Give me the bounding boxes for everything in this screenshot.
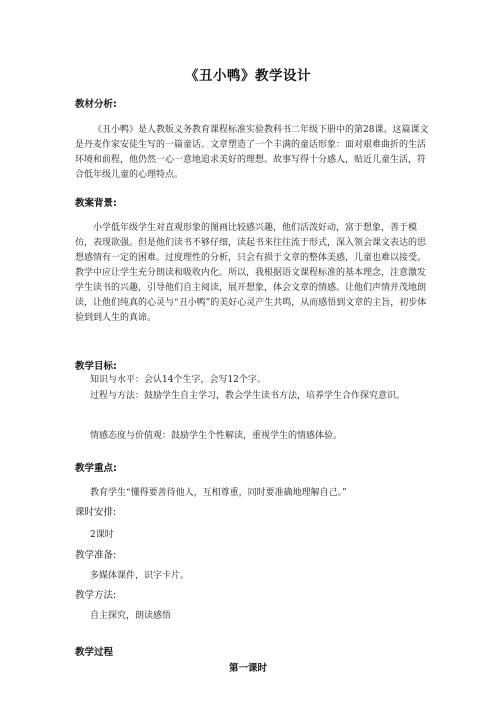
background-paragraph: 小学低年级学生对直观形象的图画比较感兴趣，他们活泼好动，富于想象，善于模仿，表现欲强。但是他们读书不够仔细，读起书来往往流于形式，深入领会课文表达的思想感情有一定的困难。过度理性的分析，只会有损于文章的整体美感，儿童也难以接受。教学中应让学生充分朗读和吸收内化。所以，我根据语文课程标准的基本理念，注意激发学生读书的兴趣，引导他们自主阅读，展开想象，体会文章的情感。让他们声情并茂地朗读，让他们纯真的心灵与“丑小鸭”的美好心灵产生共鸣，从而感悟到文章的主旨，初步体验到到人生的真谛。 [75, 223, 427, 323]
schedule-heading: 课时安排: [75, 507, 117, 518]
key-points-text: 教育学生“懂得要善待他人，互相尊重，同时要准确地理解自己。” [90, 488, 347, 498]
goals-heading: 教学目标: [75, 361, 117, 372]
preparation-text: 多媒体课件，识字卡片。 [90, 571, 190, 581]
goal-item: 情感态度与价值观：鼓励学生个性解读，重视学生的情感体验。 [90, 431, 343, 441]
methods-text: 自主探究，朗读感悟 [90, 611, 172, 621]
goal-item: 知识与水平：会认14个生字，会写12个字。 [90, 375, 266, 385]
process-heading: 教学过程 [75, 647, 114, 658]
background-heading: 教案背景: [75, 198, 117, 209]
materials-heading: 教材分析: [75, 99, 117, 110]
key-points-heading: 教学重点: [75, 463, 117, 474]
document-title: 《丑小鸭》教学设计 [185, 68, 311, 84]
preparation-heading: 教学准备: [75, 550, 117, 561]
goal-item: 过程与方法：鼓励学生自主学习，教会学生读书方法，培养学生合作探究意识。 [90, 391, 406, 401]
materials-paragraph: 《丑小鸭》是人教版义务教育课程标准实验教科书二年级下册中的第28课。这篇课文是丹麦作家安徒生写的一篇童话。文章塑造了一个丰满的童话形象：面对艰难曲折的生活环境和前程，他仍然一心一意地追求美好的理想。故事写得十分感人，贴近儿童生活，符合低年级儿童的心理特点。 [75, 125, 429, 180]
methods-heading: 教学方法: [75, 590, 117, 601]
first-lesson-subheading: 第一课时 [228, 663, 267, 674]
schedule-text: 2课时 [90, 530, 114, 540]
